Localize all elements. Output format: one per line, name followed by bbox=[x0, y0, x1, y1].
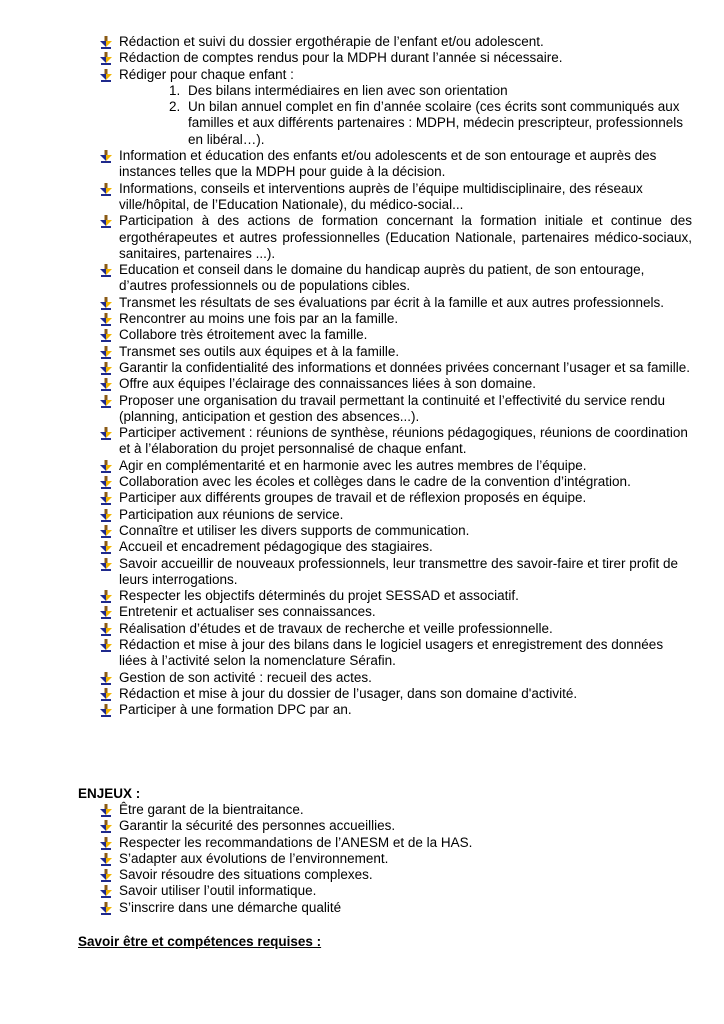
task-item-text: Agir en complémentarité et en harmonie avec les autres membres de l’équipe. bbox=[119, 457, 587, 473]
arrow-bullet-icon bbox=[100, 395, 112, 408]
arrow-bullet-icon bbox=[100, 509, 112, 522]
arrow-bullet-icon bbox=[100, 541, 112, 554]
tasks-list bbox=[100, 34, 692, 718]
arrow-bullet-icon bbox=[100, 606, 112, 619]
task-item bbox=[100, 34, 692, 50]
task-item bbox=[100, 50, 692, 66]
enjeu-item bbox=[100, 835, 692, 851]
arrow-bullet-icon bbox=[100, 427, 112, 440]
task-item-text: Informations, conseils et interventions auprès de l’équipe multidisciplinaire, des réseaux ville/hôpital, de l’Education Nationale), du médico-social... bbox=[119, 180, 643, 212]
task-item bbox=[100, 262, 692, 295]
task-item-text: Accueil et encadrement pédagogique des stagiaires. bbox=[119, 539, 433, 555]
arrow-bullet-icon bbox=[100, 704, 112, 717]
task-item-text: Transmet ses outils aux équipes et à la famille. bbox=[119, 343, 400, 359]
enjeu-item bbox=[100, 851, 692, 867]
arrow-bullet-icon bbox=[100, 297, 112, 310]
arrow-bullet-icon bbox=[100, 820, 112, 833]
arrow-bullet-icon bbox=[100, 329, 112, 342]
task-item bbox=[100, 181, 692, 214]
task-item-text: Garantir la confidentialité des informations et données privées concernant l’usager et sa famille. bbox=[119, 359, 691, 375]
task-item-text: Gestion de son activité : recueil des actes. bbox=[119, 669, 372, 685]
task-item-text: Réalisation d’études et de travaux de recherche et veille professionnelle. bbox=[119, 620, 553, 636]
task-item-text: Participer à une formation DPC par an. bbox=[119, 702, 352, 718]
task-item-text: Proposer une organisation du travail permettant la continuité et l’effectivité du service rendu (planning, anticipation et gestion des absences...). bbox=[119, 392, 666, 424]
enjeu-item-text: S’adapter aux évolutions de l’environnement. bbox=[119, 850, 389, 866]
enjeu-item-text: Respecter les recommandations de l’ANESM et de la HAS. bbox=[119, 834, 473, 850]
task-item-text: Rédaction et suivi du dossier ergothérapie de l’enfant et/ou adolescent. bbox=[119, 34, 544, 49]
task-item-text: Participer aux différents groupes de travail et de réflexion proposés en équipe. bbox=[119, 490, 587, 506]
enjeu-item bbox=[100, 883, 692, 899]
arrow-bullet-icon bbox=[100, 69, 112, 82]
task-item-text: Information et éducation des enfants et/ou adolescents et de son entourage et auprès des instances telles que la MDPH pour guide à la décision. bbox=[119, 148, 657, 180]
task-item bbox=[100, 311, 692, 327]
arrow-bullet-icon bbox=[100, 869, 112, 882]
task-item-text: Entretenir et actualiser ses connaissances. bbox=[119, 604, 376, 620]
task-item-text: Education et conseil dans le domaine du handicap auprès du patient, de son entourage, d’autres professionnels ou de populations cibles. bbox=[119, 262, 645, 294]
task-item-text: Participation à des actions de formation concernant la formation initiale et continue des ergothérapeutes et autres professionnelles (Education Nationale, partenaires médico-sociaux, sanitaires, partenaires ...). bbox=[119, 213, 692, 261]
task-item bbox=[100, 393, 692, 426]
arrow-bullet-icon bbox=[100, 902, 112, 915]
task-item-text: Connaître et utiliser les divers supports de communication. bbox=[119, 522, 470, 538]
task-item bbox=[100, 556, 692, 589]
enjeux-list bbox=[100, 802, 692, 916]
arrow-bullet-icon bbox=[100, 264, 112, 277]
arrow-bullet-icon bbox=[100, 150, 112, 163]
arrow-bullet-icon bbox=[100, 215, 112, 228]
task-item bbox=[100, 360, 692, 376]
arrow-bullet-icon bbox=[100, 688, 112, 701]
numbered-sub-item bbox=[100, 99, 692, 148]
task-item bbox=[100, 637, 692, 670]
enjeu-item bbox=[100, 802, 692, 818]
task-item-text: Rédiger pour chaque enfant : bbox=[119, 66, 294, 82]
sub-item-text: Des bilans intermédiaires en lien avec son orientation bbox=[188, 82, 508, 98]
task-item bbox=[100, 148, 692, 181]
task-item bbox=[100, 376, 692, 392]
enjeu-item-text: Garantir la sécurité des personnes accueillies. bbox=[119, 818, 396, 834]
task-item bbox=[100, 686, 692, 702]
task-item-text: Rencontrer au moins une fois par an la famille. bbox=[119, 311, 399, 327]
numbered-sub-item bbox=[100, 83, 692, 99]
task-item bbox=[100, 327, 692, 343]
enjeu-item-text: Savoir utiliser l’outil informatique. bbox=[119, 883, 317, 899]
task-item bbox=[100, 344, 692, 360]
task-item-text: Offre aux équipes l’éclairage des connaissances liées à son domaine. bbox=[119, 376, 537, 392]
enjeu-item-text: S’inscrire dans une démarche qualité bbox=[119, 899, 342, 915]
task-item-text: Transmet les résultats de ses évaluations par écrit à la famille et aux autres professionnels. bbox=[119, 294, 665, 310]
arrow-bullet-icon bbox=[100, 492, 112, 505]
arrow-bullet-icon bbox=[100, 460, 112, 473]
arrow-bullet-icon bbox=[100, 525, 112, 538]
task-item bbox=[100, 67, 692, 83]
task-item-text: Participer activement : réunions de synthèse, réunions pédagogiques, réunions de coordination et à l’élaboration du projet personnalisé de chaque enfant. bbox=[119, 425, 688, 457]
arrow-bullet-icon bbox=[100, 313, 112, 326]
task-item bbox=[100, 621, 692, 637]
task-item-text: Respecter les objectifs déterminés du projet SESSAD et associatif. bbox=[119, 588, 519, 604]
task-item bbox=[100, 539, 692, 555]
task-item-text: Collaboration avec les écoles et collèges dans le cadre de la convention d’intégration. bbox=[119, 474, 631, 490]
sub-item-number: 1. bbox=[169, 82, 181, 98]
arrow-bullet-icon bbox=[100, 52, 112, 65]
arrow-bullet-icon bbox=[100, 378, 112, 391]
task-item bbox=[100, 588, 692, 604]
arrow-bullet-icon bbox=[100, 346, 112, 359]
task-item bbox=[100, 425, 692, 458]
arrow-bullet-icon bbox=[100, 36, 112, 49]
task-item-text: Participation aux réunions de service. bbox=[119, 506, 344, 522]
enjeu-item-text: Être garant de la bientraitance. bbox=[119, 802, 304, 817]
task-item bbox=[100, 213, 692, 262]
arrow-bullet-icon bbox=[100, 590, 112, 603]
task-item-text: Collabore très étroitement avec la famille. bbox=[119, 327, 368, 343]
skills-heading: Savoir être et compétences requises : bbox=[78, 934, 322, 949]
arrow-bullet-icon bbox=[100, 183, 112, 196]
task-item bbox=[100, 295, 692, 311]
arrow-bullet-icon bbox=[100, 558, 112, 571]
arrow-bullet-icon bbox=[100, 476, 112, 489]
enjeu-item bbox=[100, 818, 692, 834]
arrow-bullet-icon bbox=[100, 672, 112, 685]
enjeux-heading: ENJEUX : bbox=[78, 786, 141, 801]
arrow-bullet-icon bbox=[100, 853, 112, 866]
enjeu-item bbox=[100, 900, 692, 916]
task-item bbox=[100, 670, 692, 686]
task-item-text: Rédaction et mise à jour du dossier de l’usager, dans son domaine d'activité. bbox=[119, 685, 578, 701]
task-item bbox=[100, 458, 692, 474]
enjeu-item-text: Savoir résoudre des situations complexes. bbox=[119, 867, 373, 883]
arrow-bullet-icon bbox=[100, 362, 112, 375]
task-item bbox=[100, 507, 692, 523]
arrow-bullet-icon bbox=[100, 804, 112, 817]
task-item bbox=[100, 604, 692, 620]
task-item bbox=[100, 490, 692, 506]
task-item-text: Savoir accueillir de nouveaux professionnels, leur transmettre des savoir-faire et tirer profit de leurs interrogations. bbox=[119, 555, 679, 587]
task-item bbox=[100, 523, 692, 539]
task-item-text: Rédaction de comptes rendus pour la MDPH durant l’année si nécessaire. bbox=[119, 50, 563, 66]
sub-item-text: Un bilan annuel complet en fin d’année scolaire (ces écrits sont communiqués aux familles et aux différents partenaires : MDPH, médecin prescripteur, professionnels en libéral…). bbox=[188, 99, 683, 147]
arrow-bullet-icon bbox=[100, 885, 112, 898]
task-item-text: Rédaction et mise à jour des bilans dans le logiciel usagers et enregistrement des données liées à l’activité selon la nomenclature Sérafin. bbox=[119, 636, 664, 669]
arrow-bullet-icon bbox=[100, 837, 112, 850]
task-item bbox=[100, 474, 692, 490]
sub-item-number: 2. bbox=[169, 99, 181, 115]
enjeu-item bbox=[100, 867, 692, 883]
task-item bbox=[100, 702, 692, 718]
arrow-bullet-icon bbox=[100, 623, 112, 636]
arrow-bullet-icon bbox=[100, 639, 112, 652]
